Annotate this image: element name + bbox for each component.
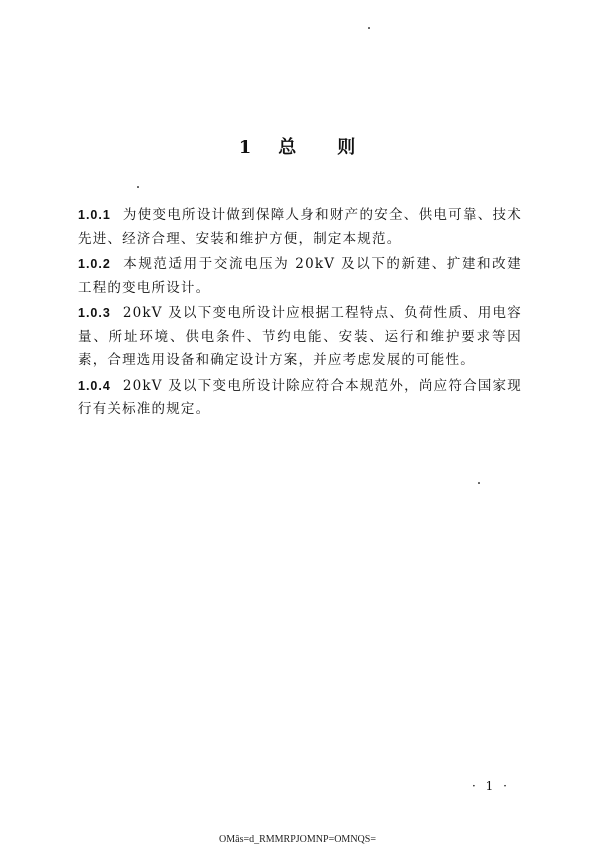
chapter-number: 1 xyxy=(238,137,253,158)
clause-number: 1.0.4 xyxy=(78,378,111,393)
chapter-title-char-1: 总 xyxy=(278,137,298,158)
clause-text: 本规范适用于交流电压为 20kV 及以下的新建、扩建和改建工程的变电所设计。 xyxy=(78,256,522,296)
clause-number: 1.0.2 xyxy=(78,257,111,271)
footer-code: OMâs=d_RMMRPJOMNP=OMNQS= xyxy=(219,834,376,845)
clause-number: 1.0.1 xyxy=(78,208,111,222)
clause-1-0-4 xyxy=(78,375,522,422)
clause-text: 20kV 及以下变电所设计应根据工程特点、负荷性质、用电容量、所址环境、供电条件、节约电能、安装、运行和维护要求等因素，合理选用设备和确定设计方案，并应考虑发展的可能性。 xyxy=(78,305,522,368)
clause-list xyxy=(78,204,522,424)
clause-text: 20kV 及以下变电所设计除应符合本规范外，尚应符合国家现行有关标准的规定。 xyxy=(78,377,522,417)
clause-1-0-1 xyxy=(78,204,522,251)
page-number: · 1 · xyxy=(472,779,510,793)
clause-1-0-2 xyxy=(78,253,522,300)
scan-speck xyxy=(478,482,480,484)
scan-speck xyxy=(368,27,370,29)
clause-1-0-3 xyxy=(78,302,522,373)
chapter-title xyxy=(0,133,595,159)
clause-text: 为使变电所设计做到保障人身和财产的安全、供电可靠、技术先进、经济合理、安装和维护方便，制定本规范。 xyxy=(78,207,522,247)
chapter-title-char-2: 则 xyxy=(337,137,357,158)
clause-number: 1.0.3 xyxy=(78,306,111,320)
scan-speck xyxy=(137,186,139,188)
